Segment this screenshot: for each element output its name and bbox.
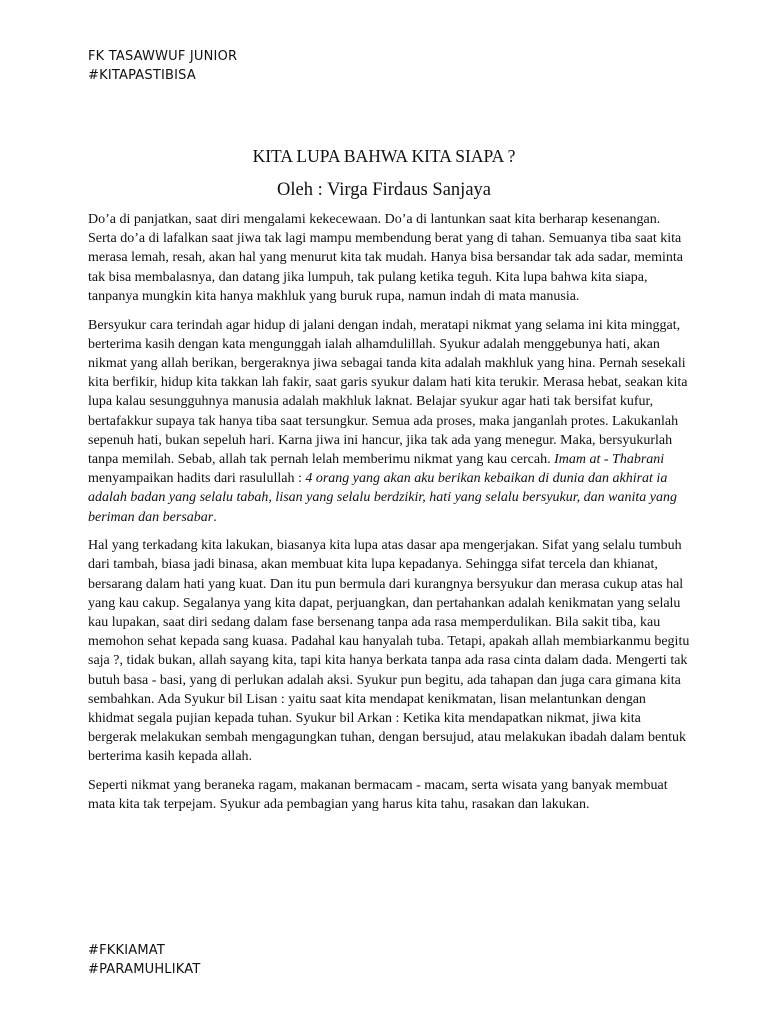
document-author: Oleh : Virga Firdaus Sanjaya: [276, 180, 491, 200]
hadith-source: Imam at - Thabrani: [554, 451, 665, 467]
footer-hashtag-2: #PARAMUHLIKAT: [88, 962, 201, 977]
document-title: KITA LUPA BAHWA KITA SIAPA ?: [252, 146, 516, 166]
footer-hashtag-1: #FKKIAMAT: [88, 943, 165, 958]
header-hashtag: #KITAPASTIBISA: [88, 68, 196, 83]
paragraph-2: [88, 316, 692, 527]
document-body: [88, 210, 692, 824]
hadith-quote: 4 orang yang akan aku berikan kebaikan di dunia dan akhirat ia adalah badan yang selalu tabah, lisan yang selalu berdzikir, hati yang selalu bersyukur, dan wanita yang beriman dan bersabar: [88, 471, 677, 525]
paragraph-2-end: .: [213, 509, 217, 525]
paragraph-3: Hal yang terkadang kita lakukan, biasanya kita lupa atas dasar apa mengerjakan. Sifat yang selalu tumbuh dari tambah, biasa jadi binasa, akan membuat kita lupa kepadanya. Sehingga sifat tercela dan khianat, bersarang dalam hati yang kuat. Dan itu pun bermula dari kurangnya bersyukur dan merasa cukup atas hal yang kau cakup. Segalanya yang kita dapat, perjuangkan, dan pertahankan adalah kenikmatan yang selalu kau lupakan, saat diri sedang dalam fase bersenang tanpa ada rasa memperdulikan. Bila sakit tiba, kau memohon sehat kepada sang kuasa. Padahal kau hanyalah tuba. Tetapi, apakah allah membiarkanmu begitu saja ?, tidak bukan, allah sayang kita, tapi kita hanya berkata tanpa ada rasa cinta dalam dada. Mengerti tak butuh basa - basi, yang di perlukan adalah aksi. Syukur pun begitu, ada tahapan dan juga cara gimana kita sembahkan. Ada Syukur bil Lisan : yaitu saat kita mendapat kenikmatan, lisan melantunkan dengan khidmat segala pujian kepada tuhan. Syukur bil Arkan : Ketika kita mendapatkan nikmat, jiwa kita bergerak melakukan sembah mengagungkan tuhan, dengan bersujud, atau melakukan ibadah dalam bentuk berterima kasih kepada allah.: [88, 538, 690, 765]
organization-name: FK TASAWWUF JUNIOR: [88, 49, 238, 64]
paragraph-4: Seperti nikmat yang beraneka ragam, makanan bermacam - macam, serta wisata yang banyak membuat mata kita tak terpejam. Syukur ada pembagian yang harus kita tahu, rasakan dan lakukan.: [88, 778, 668, 813]
document-footer: [88, 941, 201, 979]
paragraph-2-mid: menyampaikan hadits dari rasulullah :: [88, 471, 306, 487]
document-header: [88, 47, 237, 85]
paragraph-1: Do’a di panjatkan, saat diri mengalami kekecewaan. Do’a di lantunkan saat kita berharap kesenangan. Serta do’a di lafalkan saat jiwa tak lagi mampu membendung berat yang di tahan. Semuanya tiba saat kita merasa lemah, resah, akan hal yang menurut kita tak mudah. Hanya bisa bersandar tak ada sadar, meminta tak bisa membalasnya, dan datang jika lumpuh, tak pulang ketika teguh. Kita lupa bahwa kita siapa, tanpanya mungkin kita hanya makhluk yang buruk rupa, namun indah di mata manusia.: [88, 212, 683, 304]
paragraph-2-text: Bersyukur cara terindah agar hidup di jalani dengan indah, meratapi nikmat yang selama ini kita minggat, berterima kasih dengan kata mengunggah ialah alhamdulillah. Syukur adalah menggebunya hati, akan nikmat yang allah berikan, bergeraknya jiwa sebagai tanda kita adalah makhluk yang hina. Pernah sesekali kita berfikir, hidup kita takkan lah fakir, saat garis syukur dalam hati kita terukir. Merasa hebat, seakan kita lupa kalau sesungguhnya manusia adalah makhluk laknat. Belajar syukur agar hati tak bersifat kufur, bertafakkur supaya tak hanya tiba saat tersungkur. Semua ada proses, maka janganlah protes. Lakukanlah sepenuh hati, bukan sepeluh hari. Karna jiwa ini hancur, jika tak ada yang menegur. Maka, bersyukurlah tanpa memilah. Sebab, allah tak pernah lelah memberimu nikmat yang kau cercah.: [88, 317, 688, 467]
